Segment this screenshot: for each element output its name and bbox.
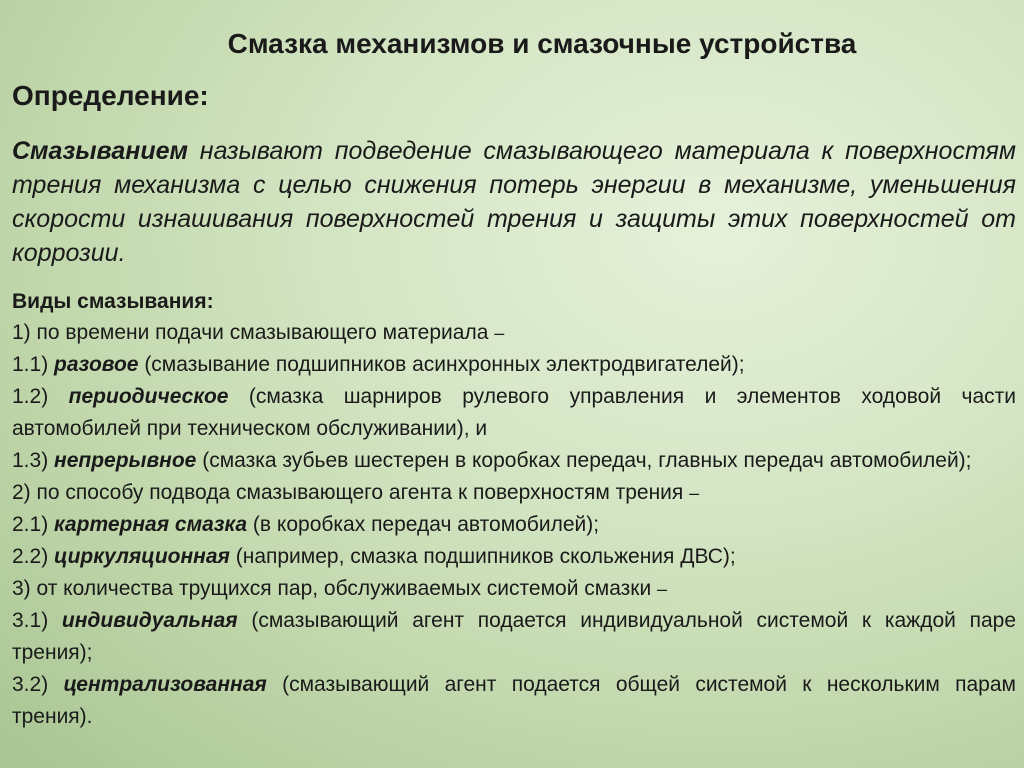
item-rest: (смазывающий агент подается общей системой к нескольким парам трения). — [12, 673, 1016, 728]
item-term: непрерывное — [54, 449, 197, 472]
item-prefix: 2.2) — [12, 545, 55, 568]
item-prefix: 1.1) — [12, 353, 55, 376]
list-item — [12, 509, 1016, 541]
item-term: индивидуальная — [61, 609, 238, 632]
item-rest: (в коробках передач автомобилей); — [247, 513, 600, 536]
item-prefix: 1) по времени подачи смазывающего материала — [12, 321, 495, 344]
item-prefix: 3.2) — [12, 673, 64, 696]
item-term: централизованная — [63, 673, 267, 696]
item-term: периодическое — [68, 385, 229, 408]
list-item — [12, 317, 1016, 349]
item-prefix: 1.3) — [12, 449, 55, 472]
list-item — [12, 445, 1016, 477]
definition-term: Смазыванием — [12, 137, 189, 165]
list-item — [12, 541, 1016, 573]
item-dash: – — [689, 483, 700, 503]
list-item — [12, 477, 1016, 509]
lubrication-types — [12, 287, 1016, 733]
item-dash: – — [657, 579, 668, 599]
item-prefix: 3.1) — [12, 609, 62, 632]
item-term: циркуляционная — [54, 545, 230, 568]
item-prefix: 2.1) — [12, 513, 55, 536]
item-rest: (смазка шарниров рулевого управления и элементов ходовой части автомобилей при техническом обслуживании), и — [12, 385, 1016, 440]
types-heading: Виды смазывания: — [12, 290, 214, 313]
item-prefix: 1.2) — [12, 385, 69, 408]
definition-text: называют подведение смазывающего материала к поверхностям трения механизма с целью снижения потерь энергии в механизме, уменьшения скорости изнашивания поверхностей трения и защиты этих поверхностей от коррозии. — [12, 137, 1016, 267]
item-rest: (смазывающий агент подается индивидуальной системой к каждой паре трения); — [12, 609, 1016, 664]
item-prefix: 2) по способу подвода смазывающего агента к поверхностям трения — [12, 481, 690, 504]
item-rest: (например, смазка подшипников скольжения ДВС); — [229, 545, 736, 568]
item-prefix: 3) от количества трущихся пар, обслуживаемых системой смазки — [12, 577, 658, 600]
definition-heading: Определение: — [12, 80, 209, 111]
slide-title: Смазка механизмов и смазочные устройства — [227, 28, 857, 59]
item-rest: (смазывание подшипников асинхронных электродвигателей); — [138, 353, 745, 376]
list-item — [12, 381, 1016, 445]
list-item — [12, 349, 1016, 381]
item-dash: – — [494, 323, 505, 343]
item-rest: (смазка зубьев шестерен в коробках передач, главных передач автомобилей); — [196, 449, 972, 472]
list-item — [12, 669, 1016, 733]
list-item — [12, 573, 1016, 605]
item-term: картерная смазка — [54, 513, 248, 536]
list-item — [12, 605, 1016, 669]
definition-paragraph — [12, 134, 1016, 270]
item-term: разовое — [54, 353, 139, 376]
